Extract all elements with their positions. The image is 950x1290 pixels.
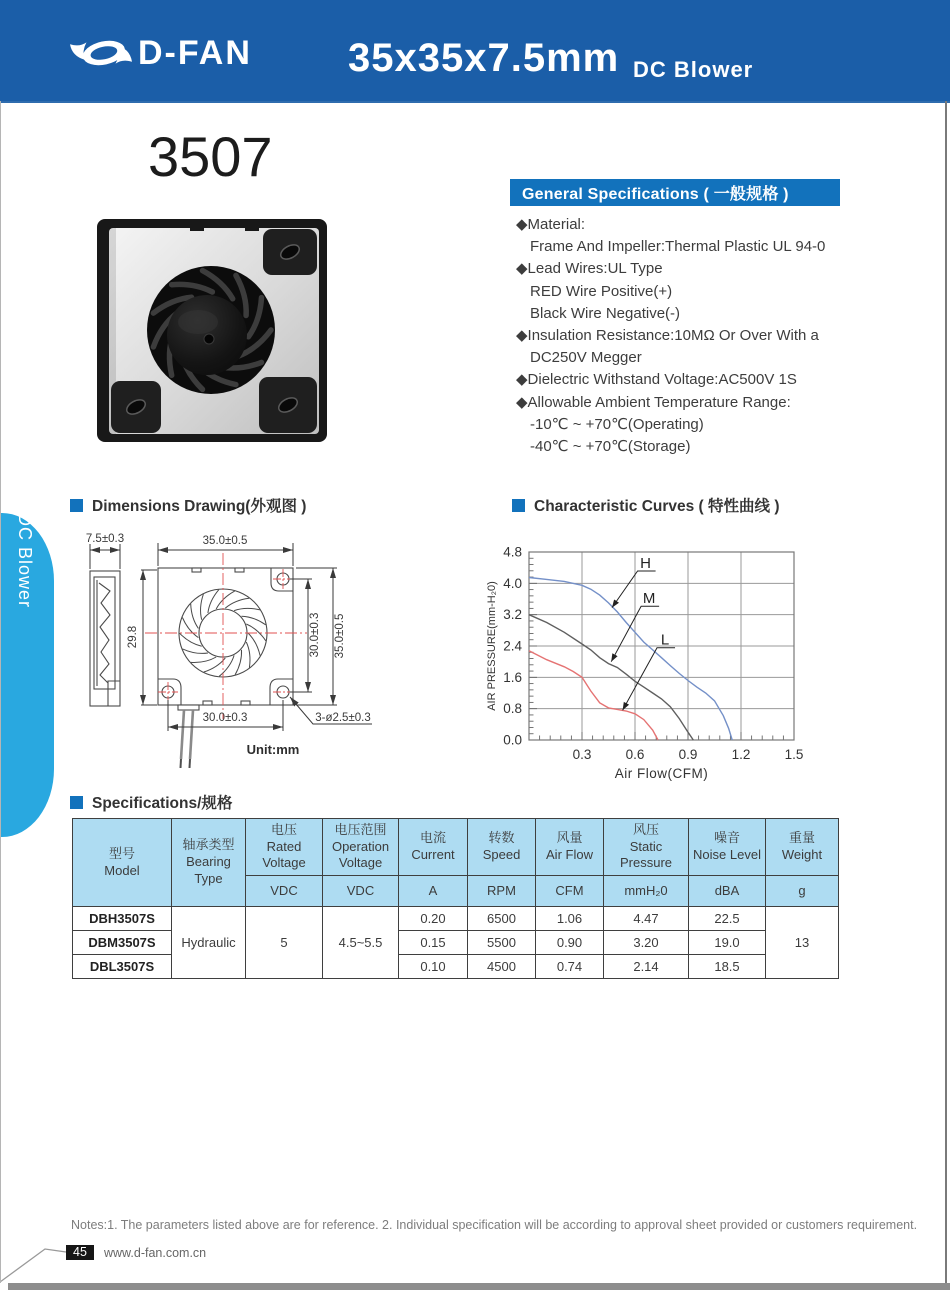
svg-text:0.9: 0.9 <box>678 747 698 762</box>
product-photo <box>95 215 333 447</box>
col-header-current: 电流 Current <box>399 819 468 876</box>
general-specs-list <box>516 214 936 458</box>
col-header-air-flow: 风量 Air Flow <box>536 819 604 876</box>
col-header-model: 型号 Model <box>73 819 172 907</box>
col-header-bearing: 轴承类型 Bearing Type <box>172 819 246 907</box>
characteristic-curves-chart <box>485 540 810 790</box>
current-cell: 0.15 <box>399 931 468 955</box>
curves-section-title: Characteristic Curves ( 特性曲线 ) <box>534 498 780 515</box>
dim-hole-pitch-h: 30.0±0.3 <box>202 712 248 724</box>
model-cell: DBL3507S <box>73 955 172 979</box>
spec-line: ◆Material: <box>516 216 586 233</box>
dim-height-right: 35.0±0.5 <box>334 613 346 659</box>
specifications-section-title: Specifications/规格 <box>92 795 233 812</box>
dim-holes: 3-ø2.5±0.3 <box>315 712 371 724</box>
fan-swirl-icon <box>70 33 132 73</box>
spec-line: -40℃ ~ +70℃(Storage) <box>530 438 691 456</box>
dim-depth: 7.5±0.3 <box>85 533 125 545</box>
speed-cell: 4500 <box>468 955 536 979</box>
dim-width-top: 35.0±0.5 <box>202 535 248 547</box>
unit-cell: CFM <box>536 876 604 907</box>
col-header-speed: 转数 Speed <box>468 819 536 876</box>
air-flow-cell: 1.06 <box>536 907 604 931</box>
spec-line: DC250V Megger <box>530 349 642 367</box>
col-header-noise: 噪音 Noise Level <box>689 819 766 876</box>
unit-cell: dBA <box>689 876 766 907</box>
spec-line: Frame And Impeller:Thermal Plastic UL 94-0 <box>530 238 826 256</box>
spec-line: ◆Insulation Resistance:10MΩ Or Over With a <box>516 327 819 345</box>
col-header-operation-voltage: 电压范围 Operation Voltage <box>323 819 399 876</box>
unit-label: Unit:mm <box>246 742 300 757</box>
col-header-static-pressure: 风压 Static Pressure <box>604 819 689 876</box>
blue-square-icon <box>512 499 525 512</box>
noise-cell: 19.0 <box>689 931 766 955</box>
spec-line: RED Wire Positive(+) <box>530 282 673 300</box>
page-number: 45 <box>66 1245 94 1260</box>
spec-line: ◆Lead Wires:UL Type <box>516 260 663 278</box>
static-pressure-cell: 2.14 <box>604 955 689 979</box>
dimensions-drawing <box>75 523 470 788</box>
svg-text:4.8: 4.8 <box>503 544 522 560</box>
svg-text:0.3: 0.3 <box>572 747 592 762</box>
general-specs-title: General Specifications ( 一般规格 ) <box>522 186 789 203</box>
unit-cell: VDC <box>323 876 399 907</box>
spec-line: Black Wire Negative(-) <box>530 304 681 322</box>
unit-cell: g <box>766 876 839 907</box>
static-pressure-cell: 3.20 <box>604 931 689 955</box>
operation-voltage-cell: 4.5~5.5 <box>323 907 399 979</box>
side-tab-label: DC Blower <box>15 513 35 609</box>
rated-voltage-cell: 5 <box>246 907 323 979</box>
side-tab-dc-blower <box>0 513 54 837</box>
page-left-edge <box>0 101 1 1283</box>
air-flow-cell: 0.90 <box>536 931 604 955</box>
notes: Notes:1. The parameters listed above are for reference. 2. Individual specification will be according to approval sheet provided or customers requirement. <box>71 1218 918 1232</box>
current-cell: 0.10 <box>399 955 468 979</box>
svg-text:3.2: 3.2 <box>503 607 522 623</box>
page-right-edge <box>945 101 947 1283</box>
model-cell: DBM3507S <box>73 931 172 955</box>
svg-text:1.5: 1.5 <box>784 747 804 762</box>
dim-height-left: 29.8 <box>127 625 139 649</box>
unit-cell: mmH₂0 <box>604 876 689 907</box>
dim-hole-pitch-v: 30.0±0.3 <box>309 612 321 658</box>
table-row <box>73 907 839 931</box>
spec-line: ◆Allowable Ambient Temperature Range: <box>516 393 791 411</box>
svg-text:AIR PRESSURE(mm-H₂0): AIR PRESSURE(mm-H₂0) <box>486 581 498 711</box>
bearing-cell: Hydraulic <box>172 907 246 979</box>
blue-square-icon <box>70 796 83 809</box>
dimensions-section-header <box>70 494 306 516</box>
speed-cell: 6500 <box>468 907 536 931</box>
unit-cell: VDC <box>246 876 323 907</box>
dimensions-section-title: Dimensions Drawing(外观图 ) <box>92 498 307 515</box>
brand-logo <box>70 33 252 73</box>
model-number: 3507 <box>148 125 273 188</box>
specifications-table <box>72 818 839 979</box>
noise-cell: 18.5 <box>689 955 766 979</box>
svg-text:H: H <box>640 554 652 572</box>
svg-text:0.6: 0.6 <box>625 747 645 762</box>
page-bottom-edge <box>8 1283 950 1290</box>
model-cell: DBH3507S <box>73 907 172 931</box>
unit-cell: A <box>399 876 468 907</box>
col-header-rated-voltage: 电压 Rated Voltage <box>246 819 323 876</box>
spec-line: -10℃ ~ +70℃(Operating) <box>530 415 704 433</box>
svg-text:1.2: 1.2 <box>731 747 751 762</box>
header <box>0 0 950 103</box>
speed-cell: 5500 <box>468 931 536 955</box>
spec-line: ◆Dielectric Withstand Voltage:AC500V 1S <box>516 371 797 389</box>
blue-square-icon <box>70 499 83 512</box>
svg-text:1.6: 1.6 <box>503 669 522 685</box>
current-cell: 0.20 <box>399 907 468 931</box>
curves-section-header <box>512 494 780 516</box>
general-specs-bar <box>510 179 840 206</box>
col-header-weight: 重量 Weight <box>766 819 839 876</box>
svg-text:Air Flow(CFM): Air Flow(CFM) <box>614 766 709 781</box>
svg-text:0.8: 0.8 <box>503 701 522 717</box>
specifications-section-header <box>70 791 232 813</box>
svg-text:0.0: 0.0 <box>503 732 522 748</box>
product-size-title: 35x35x7.5mm <box>348 36 620 80</box>
website-url: www.d-fan.com.cn <box>104 1246 207 1260</box>
static-pressure-cell: 4.47 <box>604 907 689 931</box>
noise-cell: 22.5 <box>689 907 766 931</box>
svg-text:M: M <box>642 590 656 608</box>
brand-name: D-FAN <box>138 33 252 72</box>
svg-text:4.0: 4.0 <box>503 575 522 591</box>
product-type-title: DC Blower <box>633 57 754 82</box>
svg-text:L: L <box>660 631 670 649</box>
svg-text:2.4: 2.4 <box>503 638 522 654</box>
air-flow-cell: 0.74 <box>536 955 604 979</box>
weight-cell: 13 <box>766 907 839 979</box>
unit-cell: RPM <box>468 876 536 907</box>
